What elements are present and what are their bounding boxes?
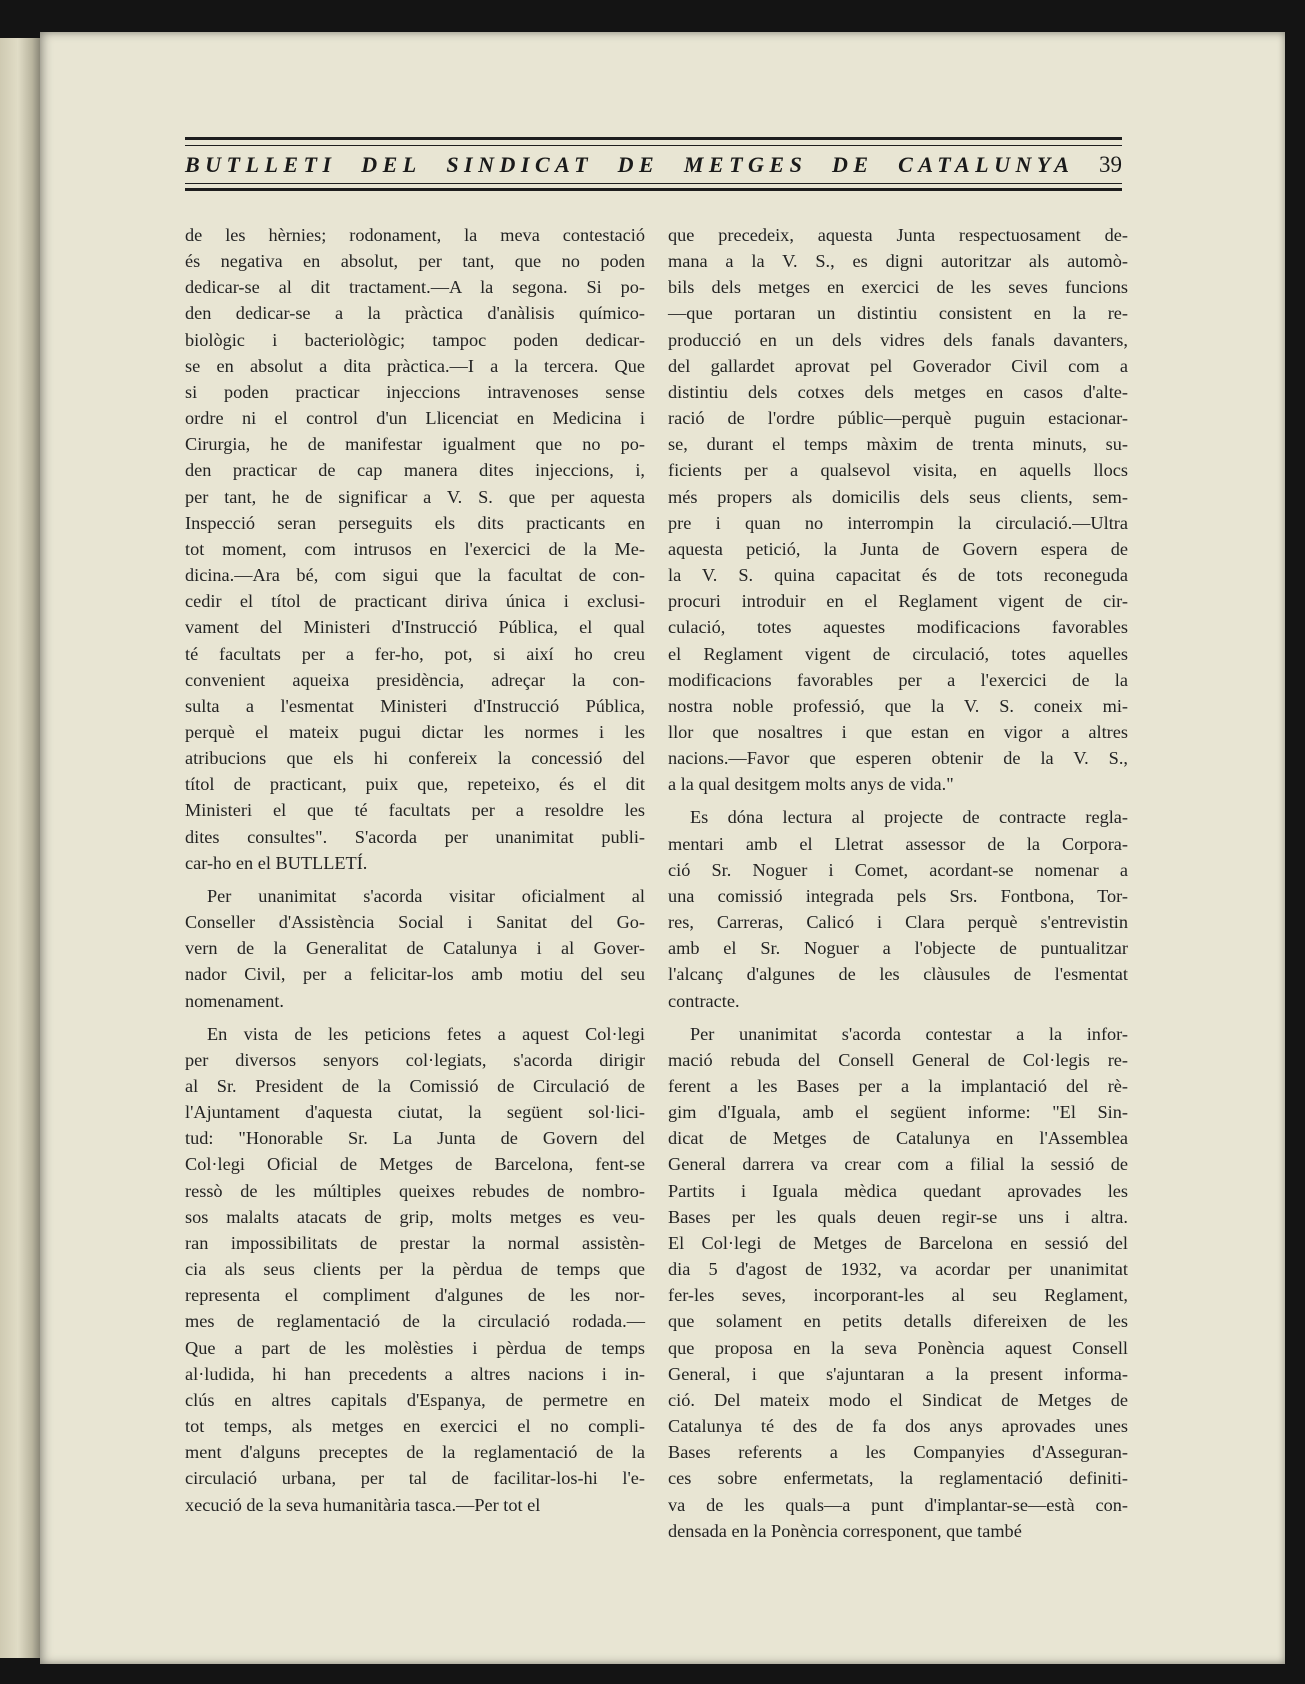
text-line: ressò de les múltiples queixes rebudes de nombro- — [185, 1180, 645, 1201]
page-number: 39 — [1099, 152, 1122, 177]
text-line: ció Sr. Noguer i Comet, acordant-se nomenar a — [668, 859, 1128, 880]
text-line: bils dels metges en exercici de les seves funcions — [668, 277, 1128, 298]
text-line: El Col·legi de Metges de Barcelona en sessió del — [668, 1232, 1128, 1253]
text-line: Conseller d'Assistència Social i Sanitat del Go- — [185, 912, 645, 933]
text-line: res, Carreras, Calicó i Clara perquè s'entrevistin — [668, 912, 1128, 933]
text-line: ces sobre enfermetats, la reglamentació definiti- — [668, 1468, 1128, 1489]
text-line: producció en un dels vidres dels fanals davanters, — [668, 329, 1128, 350]
running-header — [185, 151, 1122, 179]
text-line: Bases referents a les Companyies d'Asseguran- — [668, 1442, 1128, 1463]
text-line: cia als seus clients per la pèrdua de temps que — [185, 1259, 645, 1280]
text-line: perquè el mateix pugui dictar les normes i les — [185, 721, 645, 742]
text-line: dia 5 d'agost de 1932, va acordar per unanimitat — [668, 1259, 1128, 1280]
text-line: distintiu dels cotxes dels metges en casos d'alte- — [668, 381, 1128, 402]
text-line: cedir el títol de practicant diriva única i exclusi- — [185, 591, 645, 612]
text-line: ració de l'ordre públic—perquè puguin estacionar- — [668, 408, 1128, 429]
text-line: densada en la Ponència corresponent, que també — [668, 1520, 1022, 1541]
text-line: amb el Sr. Noguer a l'objecte de puntualitzar — [668, 938, 1128, 959]
text-line: del gallardet aprovat pel Goverador Civil com a — [668, 355, 1128, 376]
text-line: circulació urbana, per tal de facilitar-los-hi l'e- — [185, 1468, 645, 1489]
text-line: culació, totes aquestes modificacions favorables — [668, 617, 1128, 638]
text-line: si poden practicar injeccions intravenoses sense — [185, 381, 645, 402]
text-line: tot temps, als metges en exercici el no compli- — [185, 1416, 645, 1437]
text-line: den dedicar-se a la pràctica d'anàlisis químico- — [185, 303, 645, 324]
text-line: mació rebuda del Consell General de Col·legis re- — [668, 1049, 1128, 1070]
running-title-word: METGES — [683, 152, 808, 177]
text-line: nador Civil, per a felicitar-los amb motiu del seu — [185, 964, 645, 985]
text-line: procuri introduir en el Reglament vigent de cir- — [668, 591, 1128, 612]
text-line: Partits i Iguala mèdica quedant aprovades les — [668, 1180, 1128, 1201]
text-line: Col·legi Oficial de Metges de Barcelona, fent-se — [185, 1154, 645, 1175]
text-line: representa el compliment d'algunes de les nor- — [185, 1285, 645, 1306]
text-line: pre i quan no interrompin la circulació.—Ultra — [668, 512, 1128, 533]
running-title-word: DE — [831, 152, 874, 177]
text-line: sos malalts atacats de grip, molts metges es veu- — [185, 1206, 645, 1227]
text-line: l'alcanç d'algunes de les clàusules de l'esmentat — [668, 964, 1128, 985]
text-line: al·ludida, hi han precedents a altres nacions i in- — [185, 1363, 645, 1384]
running-title-word: DEL — [361, 152, 422, 177]
text-line: Que a part de les molèsties i pèrdua de temps — [185, 1337, 645, 1358]
text-line: nacions.—Favor que esperen obtenir de la V. S., — [668, 748, 1128, 769]
text-line: tud: "Honorable Sr. La Junta de Govern del — [185, 1128, 645, 1149]
text-line: mana a la V. S., es digni autoritzar als automò- — [668, 251, 1128, 272]
text-line: General darrera va crear com a filial la sessió de — [668, 1154, 1128, 1175]
text-line: Cirurgia, he de manifestar igualment que no po- — [185, 434, 645, 455]
header-rule-top-thin — [185, 145, 1122, 146]
text-line: títol de practicant, puix que, repeteixo, és el dit — [185, 774, 645, 795]
text-line: ran impossibilitats de prestar la normal assistèn- — [185, 1232, 645, 1253]
text-line: fer-les seves, incorporant-les al seu Reglament, — [668, 1285, 1128, 1306]
text-line: Bases per les quals deuen regir-se uns i altra. — [668, 1206, 1128, 1227]
text-line: Per unanimitat s'acorda contestar a la infor- — [690, 1023, 1128, 1044]
header-rule-top-thick — [185, 137, 1122, 140]
text-line: Per unanimitat s'acorda visitar oficialment al — [207, 885, 645, 906]
text-line: que solament en petits detalls difereixen de les — [668, 1311, 1128, 1332]
text-line: sulta a l'esmentat Ministeri d'Instrucció Pública, — [185, 695, 645, 716]
text-line: modificacions favorables per a l'exercici de la — [668, 669, 1128, 690]
text-line: dedicar-se al dit tractament.—A la segona. Si po- — [185, 277, 645, 298]
text-line: xecució de la seva humanitària tasca.—Per tot el — [185, 1494, 541, 1515]
text-line: General, i que s'ajuntaran a la present informa- — [668, 1363, 1128, 1384]
left-column — [185, 222, 645, 1518]
text-line: atribucions que els hi confereix la concessió del — [185, 748, 645, 769]
right-column — [668, 222, 1128, 1544]
text-line: a la qual desitgem molts anys de vida." — [668, 774, 954, 795]
text-line: nostra noble professió, que la V. S. coneix mi- — [668, 695, 1128, 716]
text-line: Ministeri el que té facultats per a resoldre les — [185, 800, 645, 821]
text-line: té facultats per a fer-ho, pot, si així ho creu — [185, 643, 645, 664]
text-line: que precedeix, aquesta Junta respectuosament de- — [668, 225, 1128, 245]
text-line: ferent a les Bases per a la implantació del rè- — [668, 1076, 1128, 1096]
running-title-word: DE — [617, 152, 660, 177]
text-line: se, durant el temps màxim de trenta minuts, su- — [668, 434, 1128, 455]
text-line: va de les quals—a punt d'implantar-se—està con- — [668, 1494, 1128, 1515]
text-line: l'Ajuntament d'aquesta ciutat, la següent sol·lici- — [185, 1102, 645, 1123]
text-line: al Sr. President de la Comissió de Circulació de — [185, 1076, 645, 1096]
text-line: En vista de les peticions fetes a aquest Col·legi — [207, 1023, 645, 1044]
text-line: mes de reglamentació de la circulació rodada.— — [185, 1311, 645, 1332]
text-line: per tant, he de significar a V. S. que per aquesta — [185, 486, 645, 507]
text-line: nomenament. — [185, 990, 284, 1011]
header-rule-bottom-thin — [185, 183, 1122, 184]
text-line: —que portaran un distintiu consistent en la re- — [668, 303, 1128, 324]
text-line: és negativa en absolut, per tant, que no poden — [185, 251, 645, 272]
text-line: ment d'alguns preceptes de la reglamentació de la — [185, 1442, 645, 1463]
text-line: mentari amb el Lletrat assessor de la Corpora- — [668, 833, 1128, 854]
text-line: de les hèrnies; rodonament, la meva contestació — [185, 225, 645, 245]
text-line: Inspecció seran perseguits els dits practicants en — [185, 512, 645, 533]
text-line: ordre ni el control d'un Llicenciat en Medicina i — [185, 408, 645, 429]
text-line: que proposa en la seva Ponència aquest Consell — [668, 1337, 1128, 1358]
text-line: vament del Ministeri d'Instrucció Pública, el qual — [185, 617, 645, 638]
text-line: per diversos senyors col·legiats, s'acorda dirigir — [185, 1049, 645, 1070]
text-line: car-ho en el BUTLLETÍ. — [185, 852, 368, 873]
text-line: clús en altres capitals d'Espanya, de permetre en — [185, 1389, 645, 1410]
text-line: el Reglament vigent de circulació, totes aquelles — [668, 643, 1128, 664]
text-line: ció. Del mateix modo el Sindicat de Metges de — [668, 1389, 1128, 1410]
running-title-word: CATALUNYA — [898, 152, 1075, 177]
text-line: una comissió integrada pels Srs. Fontbona, Tor- — [668, 885, 1128, 906]
text-line: dicat de Metges de Catalunya en l'Assemblea — [668, 1128, 1128, 1149]
text-line: se en absolut a dita pràctica.—I a la tercera. Que — [185, 355, 645, 376]
text-line: tot moment, com intrusos en l'exercici de la Me- — [185, 538, 645, 559]
text-line: vern de la Generalitat de Catalunya i al Gover- — [185, 938, 645, 959]
text-line: Es dóna lectura al projecte de contracte regla- — [690, 807, 1128, 828]
text-line: gim d'Iguala, amb el següent informe: "El Sin- — [668, 1102, 1128, 1123]
text-line: dites consultes". S'acorda per unanimitat publi- — [185, 826, 645, 847]
text-line: contracte. — [668, 990, 740, 1011]
text-line: Catalunya té des de fa dos anys aprovades unes — [668, 1416, 1128, 1437]
facing-page-edge — [0, 38, 40, 1658]
header-rule-bottom-thick — [185, 188, 1122, 191]
text-line: convenient aqueixa presidència, adreçar la con- — [185, 669, 645, 690]
running-title-word: BUTLLETI — [185, 152, 337, 177]
text-line: més propers als domicilis dels seus clients, sem- — [668, 486, 1128, 507]
running-title-word: SINDICAT — [446, 152, 594, 177]
text-line: ficients per a qualsevol visita, en aquells llocs — [668, 460, 1128, 481]
text-line: biològic i bacteriològic; tampoc poden dedicar- — [185, 329, 645, 350]
text-line: den practicar de cap manera dites injeccions, i, — [185, 460, 645, 481]
text-line: aquesta petició, la Junta de Govern espera de — [668, 538, 1128, 559]
text-line: dicina.—Ara bé, com sigui que la facultat de con- — [185, 565, 645, 586]
text-line: la V. S. quina capacitat és de tots reconeguda — [668, 565, 1128, 586]
text-line: llor que nosaltres i que estan en vigor a altres — [668, 721, 1128, 742]
